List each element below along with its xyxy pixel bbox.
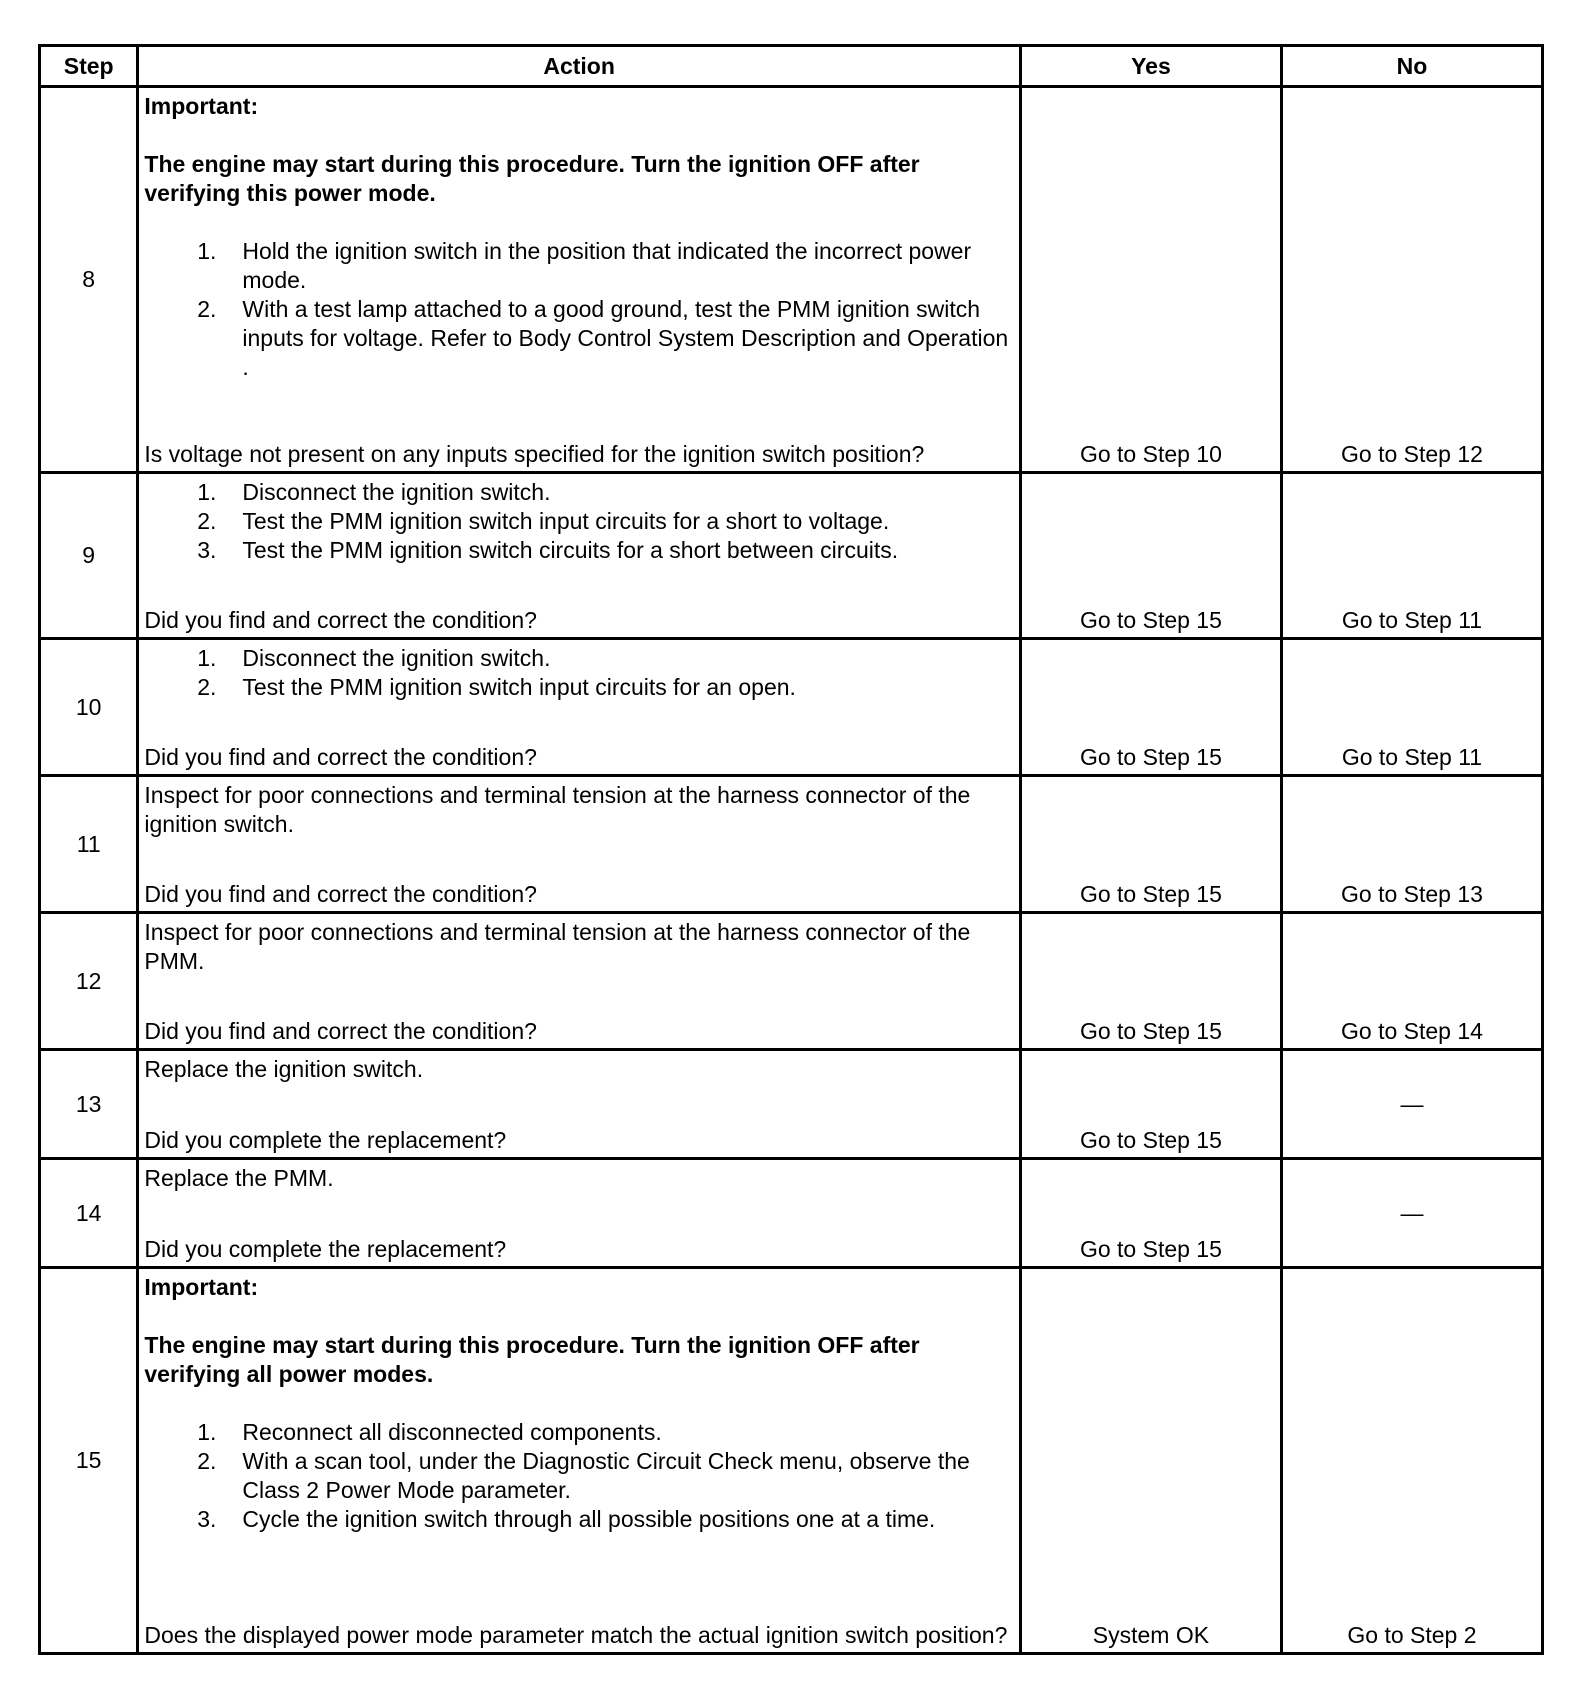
- no-result: Go to Step 13: [1281, 776, 1542, 913]
- important-text: The engine may start during this procedure. Turn the ignition OFF after verifying this power mode.: [144, 151, 920, 206]
- action-cell: [138, 473, 1021, 639]
- step-number: 15: [40, 1268, 138, 1654]
- step-number: 10: [40, 639, 138, 776]
- no-result: Go to Step 11: [1281, 639, 1542, 776]
- yes-result: Go to Step 15: [1020, 473, 1281, 639]
- table-row: [40, 639, 1543, 776]
- action-text: Replace the ignition switch.: [144, 1056, 424, 1082]
- important-label: Important:: [144, 93, 259, 119]
- list-item: 1. Disconnect the ignition switch.: [197, 479, 551, 505]
- header-no: No: [1281, 46, 1542, 87]
- question-text: Did you find and correct the condition?: [144, 881, 537, 907]
- question-text: Did you complete the replacement?: [144, 1236, 507, 1262]
- question-text: Does the displayed power mode parameter match the actual ignition switch position?: [144, 1622, 1008, 1648]
- yes-result: Go to Step 15: [1020, 776, 1281, 913]
- header-yes: Yes: [1020, 46, 1281, 87]
- no-result: Go to Step 2: [1281, 1268, 1542, 1654]
- step-number: 9: [40, 473, 138, 639]
- yes-result: System OK: [1020, 1268, 1281, 1654]
- header-row: [40, 46, 1543, 87]
- step-number: 11: [40, 776, 138, 913]
- list-item: 3. Cycle the ignition switch through all possible positions one at a time.: [197, 1506, 936, 1532]
- diagnostic-table: [38, 44, 1544, 1655]
- list-item: 2. With a test lamp attached to a good ground, test the PMM ignition switch inputs for voltage. Refer to Body Control System Description and Operation .: [197, 296, 1009, 380]
- header-action: Action: [138, 46, 1021, 87]
- step-number: 13: [40, 1050, 138, 1159]
- list-item: 1. Hold the ignition switch in the position that indicated the incorrect power mode.: [197, 238, 972, 293]
- yes-result: Go to Step 15: [1020, 639, 1281, 776]
- question-text: Did you find and correct the condition?: [144, 1018, 537, 1044]
- step-number: 12: [40, 913, 138, 1050]
- question-text: Did you complete the replacement?: [144, 1127, 507, 1153]
- question-text: Did you find and correct the condition?: [144, 607, 537, 633]
- procedure-list: [144, 644, 1013, 702]
- table-row: [40, 473, 1543, 639]
- action-cell: [138, 776, 1021, 913]
- yes-result: Go to Step 15: [1020, 1050, 1281, 1159]
- table-row: [40, 1159, 1543, 1268]
- table-row: [40, 1268, 1543, 1654]
- step-number: 14: [40, 1159, 138, 1268]
- no-result: Go to Step 12: [1281, 87, 1542, 473]
- list-item: 1. Disconnect the ignition switch.: [197, 645, 551, 671]
- important-label: Important:: [144, 1274, 259, 1300]
- list-item: 1. Reconnect all disconnected components.: [197, 1419, 662, 1445]
- table-row: [40, 776, 1543, 913]
- question-text: Is voltage not present on any inputs specified for the ignition switch position?: [144, 441, 925, 467]
- action-cell: [138, 1268, 1021, 1654]
- no-result: —: [1281, 1050, 1542, 1159]
- table-row: [40, 87, 1543, 473]
- list-item: 3. Test the PMM ignition switch circuits for a short between circuits.: [197, 537, 899, 563]
- list-item: 2. With a scan tool, under the Diagnostic Circuit Check menu, observe the Class 2 Power Mode parameter.: [197, 1448, 970, 1503]
- action-text: Replace the PMM.: [144, 1165, 334, 1191]
- no-result: Go to Step 11: [1281, 473, 1542, 639]
- question-text: Did you find and correct the condition?: [144, 744, 537, 770]
- no-result: Go to Step 14: [1281, 913, 1542, 1050]
- yes-result: Go to Step 15: [1020, 913, 1281, 1050]
- action-text: Inspect for poor connections and terminal tension at the harness connector of the ignition switch.: [144, 782, 971, 837]
- list-item: 2. Test the PMM ignition switch input circuits for an open.: [197, 674, 796, 700]
- action-cell: [138, 1159, 1021, 1268]
- no-result: —: [1281, 1159, 1542, 1268]
- step-number: 8: [40, 87, 138, 473]
- list-item: 2. Test the PMM ignition switch input circuits for a short to voltage.: [197, 508, 890, 534]
- table-row: [40, 1050, 1543, 1159]
- important-text: The engine may start during this procedure. Turn the ignition OFF after verifying all power modes.: [144, 1332, 920, 1387]
- action-cell: [138, 87, 1021, 473]
- action-text: Inspect for poor connections and terminal tension at the harness connector of the PMM.: [144, 919, 971, 974]
- action-cell: [138, 913, 1021, 1050]
- yes-result: Go to Step 10: [1020, 87, 1281, 473]
- action-cell: [138, 639, 1021, 776]
- procedure-list: [144, 478, 1013, 565]
- yes-result: Go to Step 15: [1020, 1159, 1281, 1268]
- table-row: [40, 913, 1543, 1050]
- header-step: Step: [40, 46, 138, 87]
- action-cell: [138, 1050, 1021, 1159]
- procedure-list: [144, 1418, 1013, 1534]
- procedure-list: [144, 237, 1013, 382]
